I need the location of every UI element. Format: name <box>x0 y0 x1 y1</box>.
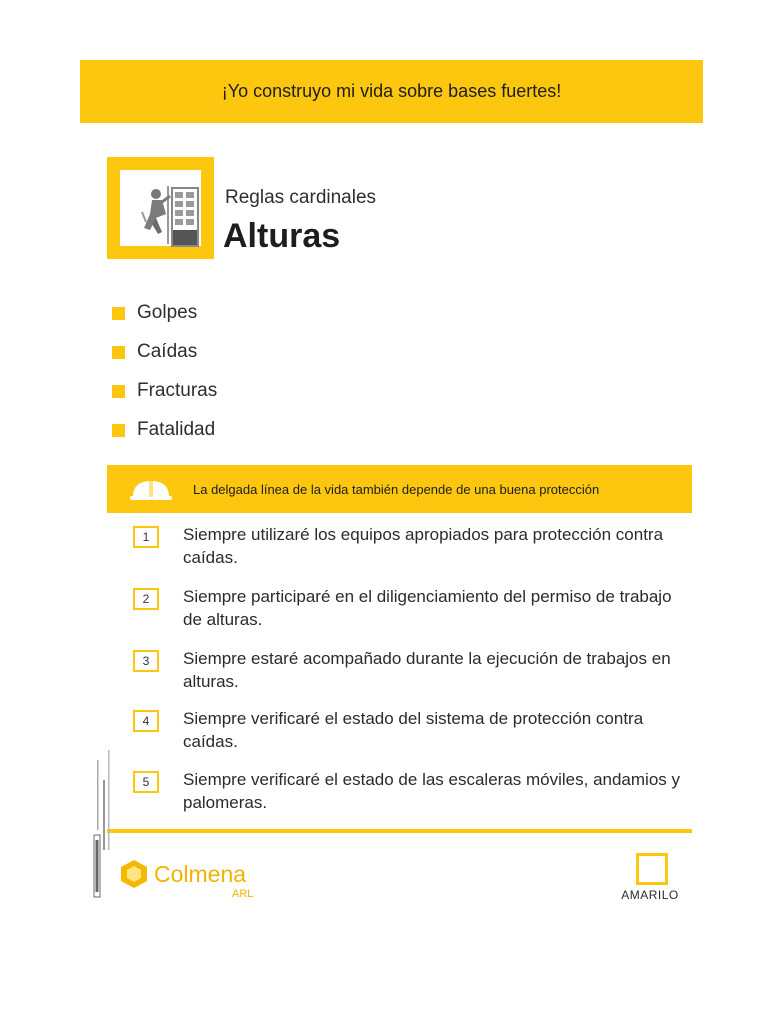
bullet-square-icon <box>112 346 125 359</box>
list-item <box>112 419 215 441</box>
rule-number: 5 <box>133 771 159 793</box>
rule-text: Siempre participaré en el diligenciamiento del permiso de trabajo de alturas. <box>183 587 672 629</box>
list-item <box>112 302 197 324</box>
divider-line <box>107 829 692 833</box>
bullet-square-icon <box>112 307 125 320</box>
list-item <box>112 380 217 402</box>
amarilo-name: AMARILO <box>621 888 679 902</box>
rule-number: 3 <box>133 650 159 672</box>
strip-text: La delgada línea de la vida también depende de una buena protección <box>193 481 600 497</box>
page-title: Alturas <box>223 217 341 255</box>
bullet-square-icon <box>112 385 125 398</box>
vertical-legal-print <box>86 740 114 900</box>
alturas-logo <box>107 157 214 259</box>
bullet-square-icon <box>112 424 125 437</box>
risk-label: Golpes <box>137 302 198 323</box>
rule-text: Siempre utilizaré los equipos apropiados para protección contra caídas. <box>183 525 664 567</box>
hexagon-icon <box>119 859 149 889</box>
rule-number: 4 <box>133 710 159 732</box>
protection-strip <box>107 465 692 513</box>
rule-number: 1 <box>133 526 159 548</box>
list-item <box>112 341 197 363</box>
rule-text: Siempre estaré acompañado durante la ejecución de trabajos en alturas. <box>183 649 671 691</box>
risk-label: Caídas <box>137 341 198 362</box>
risk-label: Fracturas <box>137 380 218 401</box>
colmena-arl: ARL <box>232 888 254 900</box>
hard-hat-icon <box>129 475 173 503</box>
rule-number: 2 <box>133 588 159 610</box>
amarilo-square-icon <box>636 853 668 885</box>
rule-text: Siempre verificaré el estado del sistema de protección contra caídas. <box>183 709 644 751</box>
subtitle: Reglas cardinales <box>225 187 377 208</box>
top-banner <box>80 60 703 123</box>
rule-text: Siempre verificaré el estado de las escaleras móviles, andamios y palomeras. <box>183 770 681 812</box>
climber-building-icon <box>132 182 202 248</box>
colmena-name: Colmena <box>154 861 247 887</box>
banner-text: ¡Yo construyo mi vida sobre bases fuertes! <box>221 81 562 101</box>
risk-label: Fatalidad <box>137 419 216 440</box>
